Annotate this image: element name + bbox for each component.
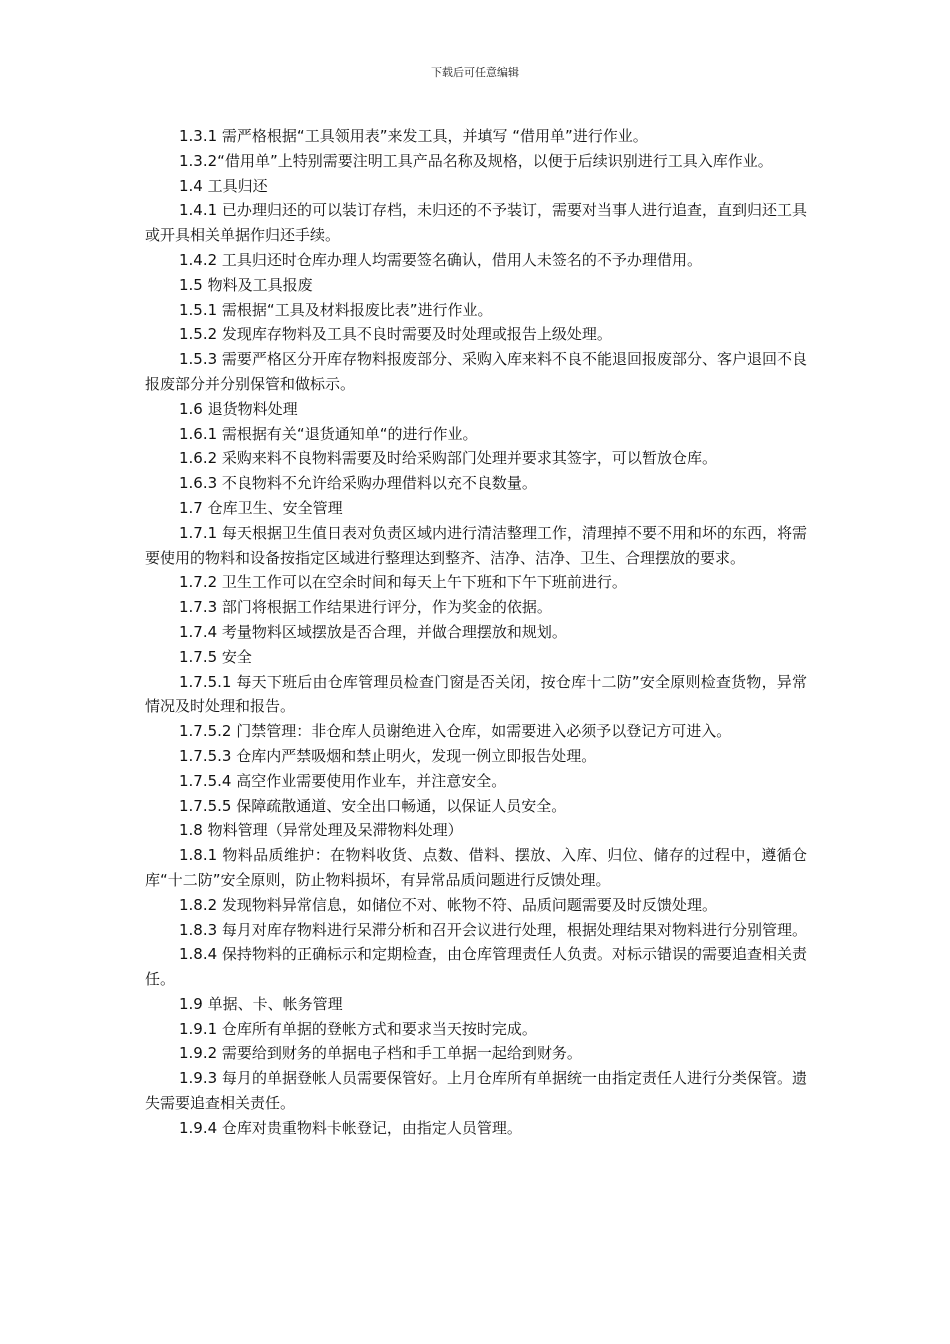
section-heading-1-5: 1.5 物料及工具报废: [179, 275, 313, 294]
paragraph-1-7-5-2: 1.7.5.2 门禁管理：非仓库人员谢绝进入仓库，如需要进入必须予以登记方可进入。: [179, 722, 732, 741]
paragraph-1-6-2: 1.6.2 采购来料不良物料需要及时给采购部门处理并要求其签字，可以暂放仓库。: [179, 449, 717, 468]
paragraph-1-4-1: 1.4.1 已办理归还的可以装订存档，未归还的不予装订，需要对当事人进行追查，直到归还工具或开具相关单据作归还手续。: [145, 201, 807, 245]
paragraph-1-4-2: 1.4.2 工具归还时仓库办理人均需要签名确认，借用人未签名的不予办理借用。: [179, 250, 702, 269]
paragraph-1-3-1: 1.3.1 需严格根据“工具领用表”来发工具，并填写 “借用单”进行作业。: [179, 127, 648, 145]
paragraph-1-7-5-5: 1.7.5.5 保障疏散通道、安全出口畅通，以保证人员安全。: [179, 796, 567, 815]
section-heading-1-7: 1.7 仓库卫生、安全管理: [179, 498, 343, 517]
paragraph-1-8-1: 1.8.1 物料品质维护：在物料收货、点数、借料、摆放、入库、归位、储存的过程中，遵循仓库“十二防”安全原则，防止物料损坏，有异常品质问题进行反馈处理。: [145, 846, 807, 889]
paragraph-1-5-3: 1.5.3 需要严格区分开库存物料报废部分、采购入库来料不良不能退回报废部分、客户退回不良报废部分并分别保管和做标示。: [145, 350, 807, 393]
paragraph-1-8-2: 1.8.2 发现物料异常信息，如储位不对、帐物不符、品质问题需要及时反馈处理。: [179, 895, 717, 914]
paragraph-1-6-3: 1.6.3 不良物料不允许给采购办理借料以充不良数量。: [179, 474, 537, 493]
paragraph-1-9-4: 1.9.4 仓库对贵重物料卡帐登记，由指定人员管理。: [179, 1118, 522, 1137]
paragraph-1-7-5-1: 1.7.5.1 每天下班后由仓库管理员检查门窗是否关闭，按仓库十二防”安全原则检查货物，异常情况及时处理和报告。: [145, 672, 807, 716]
paragraph-1-5-2: 1.5.2 发现库存物料及工具不良时需要及时处理或报告上级处理。: [179, 325, 612, 344]
paragraph-1-8-3: 1.8.3 每月对库存物料进行呆滞分析和召开会议进行处理，根据处理结果对物料进行分别管理。: [179, 920, 807, 939]
section-heading-1-6: 1.6 退货物料处理: [179, 399, 298, 418]
paragraph-1-7-5-3: 1.7.5.3 仓库内严禁吸烟和禁止明火，发现一例立即报告处理。: [179, 746, 597, 765]
paragraph-1-7-3: 1.7.3 部门将根据工作结果进行评分，作为奖金的依据。: [179, 598, 552, 617]
paragraph-1-5-1: 1.5.1 需根据“工具及材料报废比表”进行作业。: [179, 300, 493, 319]
paragraph-1-9-1: 1.9.1 仓库所有单据的登帐方式和要求当天按时完成。: [179, 1019, 537, 1038]
paragraph-1-9-2: 1.9.2 需要给到财务的单据电子档和手工单据一起给到财务。: [179, 1044, 582, 1063]
section-heading-1-9: 1.9 单据、卡、帐务管理: [179, 994, 343, 1013]
section-heading-1-7-5: 1.7.5 安全: [179, 647, 252, 666]
paragraph-1-7-5-4: 1.7.5.4 高空作业需要使用作业车，并注意安全。: [179, 771, 507, 790]
paragraph-1-7-2: 1.7.2 卫生工作可以在空余时间和每天上午下班和下午下班前进行。: [179, 573, 627, 592]
page-header: 下载后可任意编辑: [431, 66, 519, 79]
paragraph-1-7-1: 1.7.1 每天根据卫生值日表对负责区域内进行清洁整理工作，清理掉不要不用和坏的东西，将需要使用的物料和设备按指定区域进行整理达到整齐、洁净、洁净、卫生、合理摆放的要求。: [145, 523, 807, 567]
section-heading-1-4: 1.4 工具归还: [179, 176, 268, 195]
paragraph-1-3-2: 1.3.2“借用单”上特别需要注明工具产品名称及规格，以便于后续识别进行工具入库作业。: [179, 151, 773, 170]
paragraph-1-6-1: 1.6.1 需根据有关“退货通知单“的进行作业。: [179, 424, 478, 443]
document-body: [145, 124, 807, 1141]
paragraph-1-9-3: 1.9.3 每月的单据登帐人员需要保管好。上月仓库所有单据统一由指定责任人进行分类保管。遗失需要追查相关责任。: [145, 1069, 807, 1113]
section-heading-1-8: 1.8 物料管理（异常处理及呆滞物料处理）: [179, 821, 463, 840]
paragraph-1-7-4: 1.7.4 考量物料区域摆放是否合理，并做合理摆放和规划。: [179, 622, 567, 641]
paragraph-1-8-4: 1.8.4 保持物料的正确标示和定期检查，由仓库管理责任人负责。对标示错误的需要追查相关责任。: [145, 945, 807, 989]
